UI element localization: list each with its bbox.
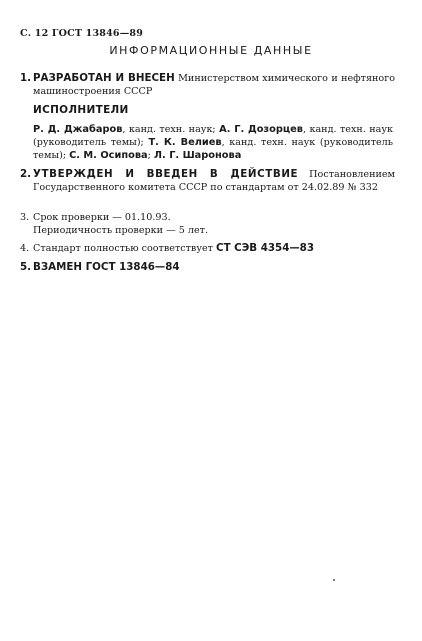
item-3: [20, 211, 395, 237]
page-header: С. 12 ГОСТ 13846—89: [20, 28, 144, 39]
item-4-number: 4.: [20, 243, 30, 254]
performer-4-sep: ;: [147, 150, 154, 161]
item-3-body: [33, 211, 395, 237]
performer-4-name: С. М. Осипова: [69, 150, 148, 161]
item-5: [20, 261, 395, 274]
performer-1-name: Р. Д. Джабаров: [33, 124, 123, 135]
performer-3-name: Т. К. Велиев: [148, 137, 222, 148]
item-4: [20, 242, 395, 255]
item-5-number: 5.: [20, 261, 32, 273]
item-3-number: 3.: [20, 212, 30, 223]
scan-speck: [333, 579, 335, 581]
performer-2-name: А. Г. Дозорцев: [219, 124, 303, 135]
item-2: [20, 168, 395, 194]
item-3-line-1: Срок проверки — 01.10.93.: [33, 212, 171, 223]
performer-2-title: , канд. техн. наук (руководитель темы);: [33, 124, 393, 148]
section-title: ИНФОРМАЦИОННЫЕ ДАННЫЕ: [109, 44, 313, 57]
item-1: [20, 72, 395, 98]
item-2-number: 2.: [20, 168, 32, 180]
item-4-text: Стандарт полностью соответствует: [33, 243, 217, 254]
item-1-lead: РАЗРАБОТАН И ВНЕСЕН: [33, 72, 175, 84]
item-4-body: [33, 242, 395, 255]
item-2-lead: УТВЕРЖДЕН И ВВЕДЕН В ДЕЙСТВИЕ: [33, 168, 299, 180]
item-1-body: [33, 72, 395, 98]
item-4-lead: СТ СЭВ 4354—83: [216, 242, 315, 254]
item-1-number: 1.: [20, 72, 32, 84]
performer-3-title: , канд. техн. наук (руководитель темы);: [33, 137, 393, 161]
performer-1-title: , канд. техн. наук;: [122, 124, 220, 135]
performers-heading: ИСПОЛНИТЕЛИ: [33, 104, 129, 116]
item-1-text: Министерством химического и нефтяного машиностроения СССР: [33, 73, 395, 97]
performers-list: [33, 123, 393, 162]
item-5-body: [33, 261, 395, 274]
item-5-lead: ВЗАМЕН ГОСТ 13846—84: [33, 261, 180, 273]
item-2-text: Постановлением Государственного комитета СССР по стандартам от 24.02.89 № 332: [33, 169, 395, 193]
item-3-line-2: Периодичность проверки — 5 лет.: [33, 225, 209, 236]
performer-5-name: Л. Г. Шаронова: [153, 150, 242, 161]
item-2-body: [33, 168, 395, 194]
